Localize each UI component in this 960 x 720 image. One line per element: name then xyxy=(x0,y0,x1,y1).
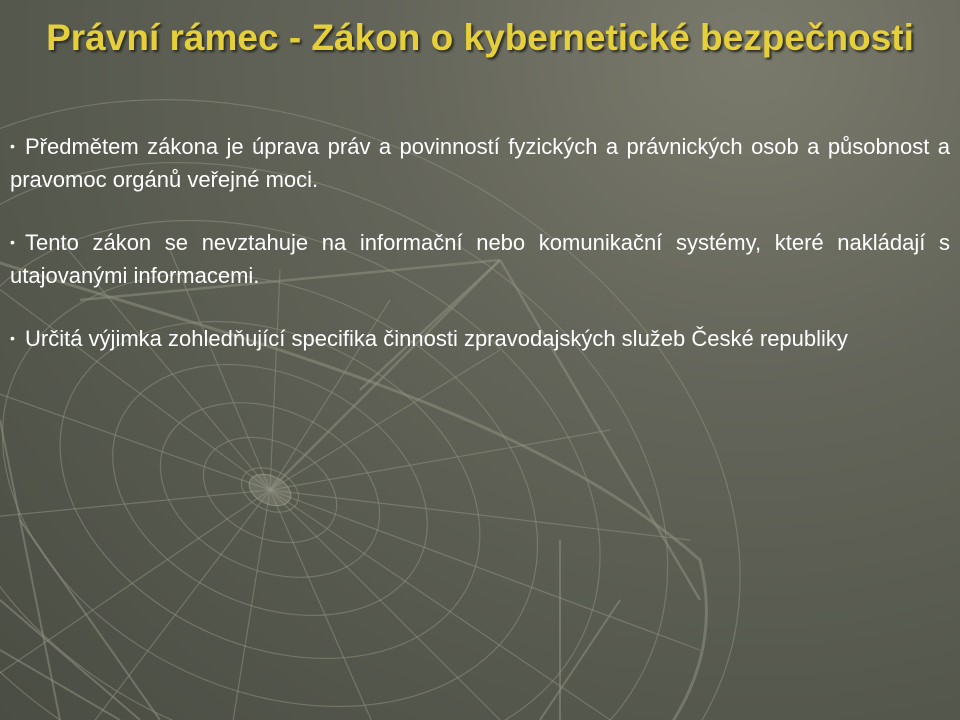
bullet-text: Tento zákon se nevztahuje na informační nebo komunikační systémy, které nakládají s utajovanými informacemi. xyxy=(10,230,950,288)
bullet-item xyxy=(10,226,950,292)
slide-title: Právní rámec - Zákon o kybernetické bezpečnosti xyxy=(46,17,914,58)
bullet-marker: • xyxy=(10,234,15,250)
bullet-marker: • xyxy=(10,138,15,154)
bullet-marker: • xyxy=(10,330,15,346)
bullet-item xyxy=(10,130,950,196)
bullet-text: Určitá výjimka zohledňující specifika činnosti zpravodajských služeb České republiky xyxy=(25,326,848,351)
bullet-item xyxy=(10,322,950,355)
bullet-list xyxy=(10,130,950,355)
dish-hub xyxy=(244,468,296,512)
bullet-text: Předmětem zákona je úprava práv a povinností fyzických a právnických osob a působnost a pravomoc orgánů veřejné moci. xyxy=(10,134,950,192)
